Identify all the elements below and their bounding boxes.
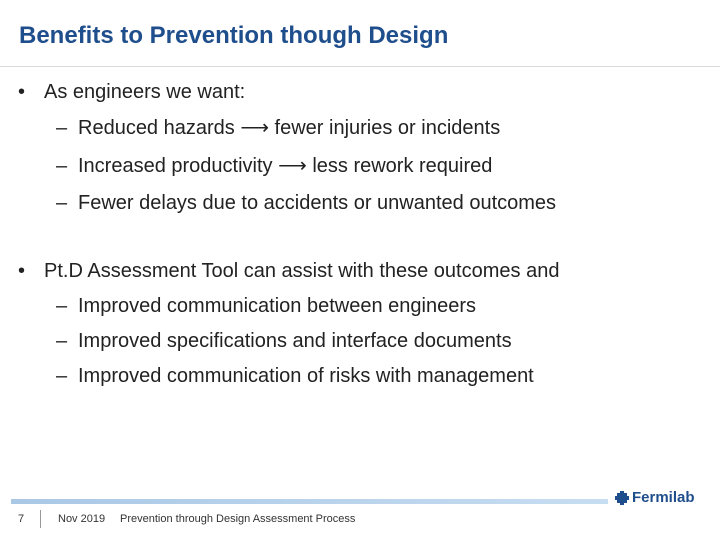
bullet-marker: • — [18, 81, 26, 103]
fermilab-logo-text: Fermilab — [632, 489, 695, 506]
page-number: 7 — [18, 513, 25, 525]
fermilab-logo — [614, 489, 695, 506]
sub-bullet-1-2: Increased productivity ⟶ less rework required — [78, 155, 493, 177]
footer-divider — [40, 510, 41, 528]
footer-date: Nov 2019 — [58, 513, 106, 525]
dash-marker: – — [56, 295, 68, 317]
sub-bullet-1-3: Fewer delays due to accidents or unwanted outcomes — [78, 192, 557, 214]
footer-bar — [11, 499, 608, 504]
fermilab-logo-icon — [614, 490, 630, 506]
bullet-text-1: As engineers we want: — [44, 81, 246, 103]
slide-title: Benefits to Prevention though Design — [19, 22, 449, 49]
sub-bullet-1-1: Reduced hazards ⟶ fewer injuries or incidents — [78, 117, 501, 139]
title-rule — [0, 66, 720, 67]
footer-presentation-title: Prevention through Design Assessment Process — [120, 513, 356, 525]
dash-marker: – — [56, 117, 68, 139]
bullet-marker: • — [18, 260, 26, 282]
dash-marker: – — [56, 155, 68, 177]
bullet-text-2: Pt.D Assessment Tool can assist with these outcomes and — [44, 260, 560, 282]
sub-bullet-2-3: Improved communication of risks with management — [78, 365, 534, 387]
dash-marker: – — [56, 192, 68, 214]
sub-bullet-2-2: Improved specifications and interface documents — [78, 330, 512, 352]
dash-marker: – — [56, 365, 68, 387]
sub-bullet-2-1: Improved communication between engineers — [78, 295, 476, 317]
dash-marker: – — [56, 330, 68, 352]
